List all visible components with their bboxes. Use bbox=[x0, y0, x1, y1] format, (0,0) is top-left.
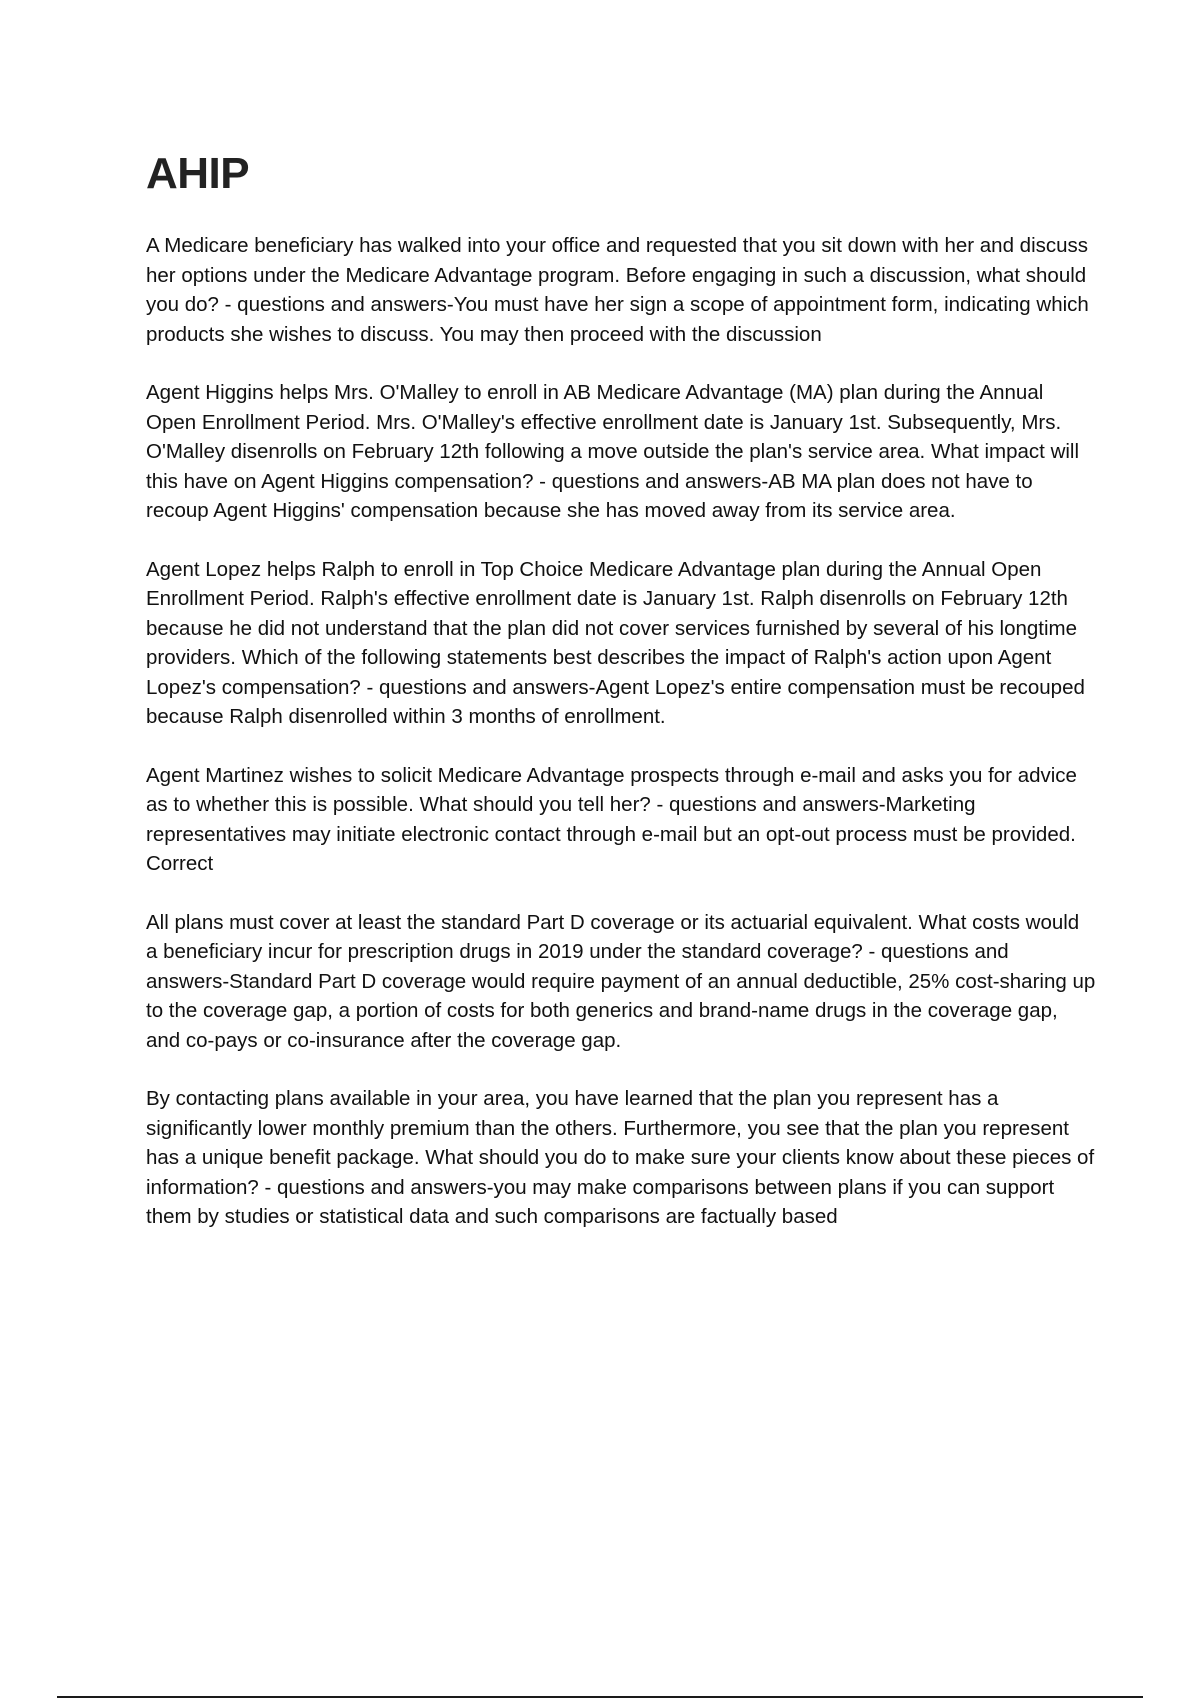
answer-text: Agent Lopez's entire compensation must be recouped because Ralph disenrolled within 3 months of enrollment. bbox=[146, 675, 1085, 728]
qa-separator: - questions and answers- bbox=[258, 1175, 494, 1199]
footer-rule bbox=[57, 1696, 1143, 1698]
question-text: By contacting plans available in your area, you have learned that the plan you represent has a significantly lower monthly premium than the others. Furthermore, you see that the plan you represent has a unique benefit package. What should you do to make sure your clients know about these pieces of information? bbox=[146, 1087, 1095, 1199]
qa-separator: - questions and answers- bbox=[533, 469, 769, 493]
document-title: AHIP bbox=[146, 149, 250, 198]
question-text: All plans must cover at least the standard Part D coverage or its actuarial equivalent. What costs would a beneficiary incur for prescription drugs in 2019 under the standard coverage? bbox=[146, 910, 1080, 963]
qa-separator: - questions and answers- bbox=[360, 675, 596, 699]
question-text: Agent Lopez helps Ralph to enroll in Top Choice Medicare Advantage plan during the Annual Open Enrollment Period. Ralph's effective enrollment date is January 1st. Ralph disenrolls on February 12th because he did not understand that the plan did not cover services furnished by several of his longtime providers. Which of the following statements best describes the impact of Ralph's action upon Agent Lopez's compensation? bbox=[146, 557, 1078, 699]
answer-text: AB MA plan does not have to recoup Agent Higgins' compensation because she has moved away from its service area. bbox=[146, 469, 1033, 522]
answer-text: Marketing representatives may initiate electronic contact through e-mail but an opt-out process must be provided. Correct bbox=[146, 793, 1076, 875]
qa-entry bbox=[146, 908, 1096, 1056]
qa-separator: - questions and answers- bbox=[218, 293, 454, 316]
qa-separator: - questions and answers- bbox=[650, 793, 886, 816]
qa-entry bbox=[146, 1084, 1096, 1232]
qa-entry bbox=[146, 378, 1096, 526]
qa-entry bbox=[146, 555, 1096, 732]
answer-text: You must have her sign a scope of appointment form, indicating which products she wishes to discuss. You may then proceed with the discussion bbox=[146, 293, 1089, 346]
answer-text: you may make comparisons between plans if you can support them by studies or statistical data and such comparisons are factually based bbox=[146, 1175, 1055, 1228]
question-text: Agent Higgins helps Mrs. O'Malley to enroll in AB Medicare Advantage (MA) plan during the Annual Open Enrollment Period. Mrs. O'Malley's effective enrollment date is January 1st. Subsequently, Mrs. O'Malley disenrolls on February 12th following a move outside the plan's service area. What impact will this have on Agent Higgins compensation? bbox=[146, 381, 1080, 493]
qa-separator: - questions and answers- bbox=[146, 940, 1009, 993]
question-text: Agent Martinez wishes to solicit Medicare Advantage prospects through e-mail and asks you for advice as to whether this is possible. What should you tell her? bbox=[146, 763, 1077, 816]
question-text: A Medicare beneficiary has walked into your office and requested that you sit down with her and discuss her options under the Medicare Advantage program. Before engaging in such a discussion, what should you do? bbox=[146, 234, 1089, 316]
qa-entry bbox=[146, 761, 1096, 879]
qa-entry bbox=[146, 231, 1096, 349]
document-body bbox=[146, 146, 1096, 1261]
answer-text: Standard Part D coverage would require payment of an annual deductible, 25% cost-sharing up to the coverage gap, a portion of costs for both generics and brand-name drugs in the coverage gap, and co-pays or co-insurance after the coverage gap. bbox=[146, 969, 1096, 1052]
